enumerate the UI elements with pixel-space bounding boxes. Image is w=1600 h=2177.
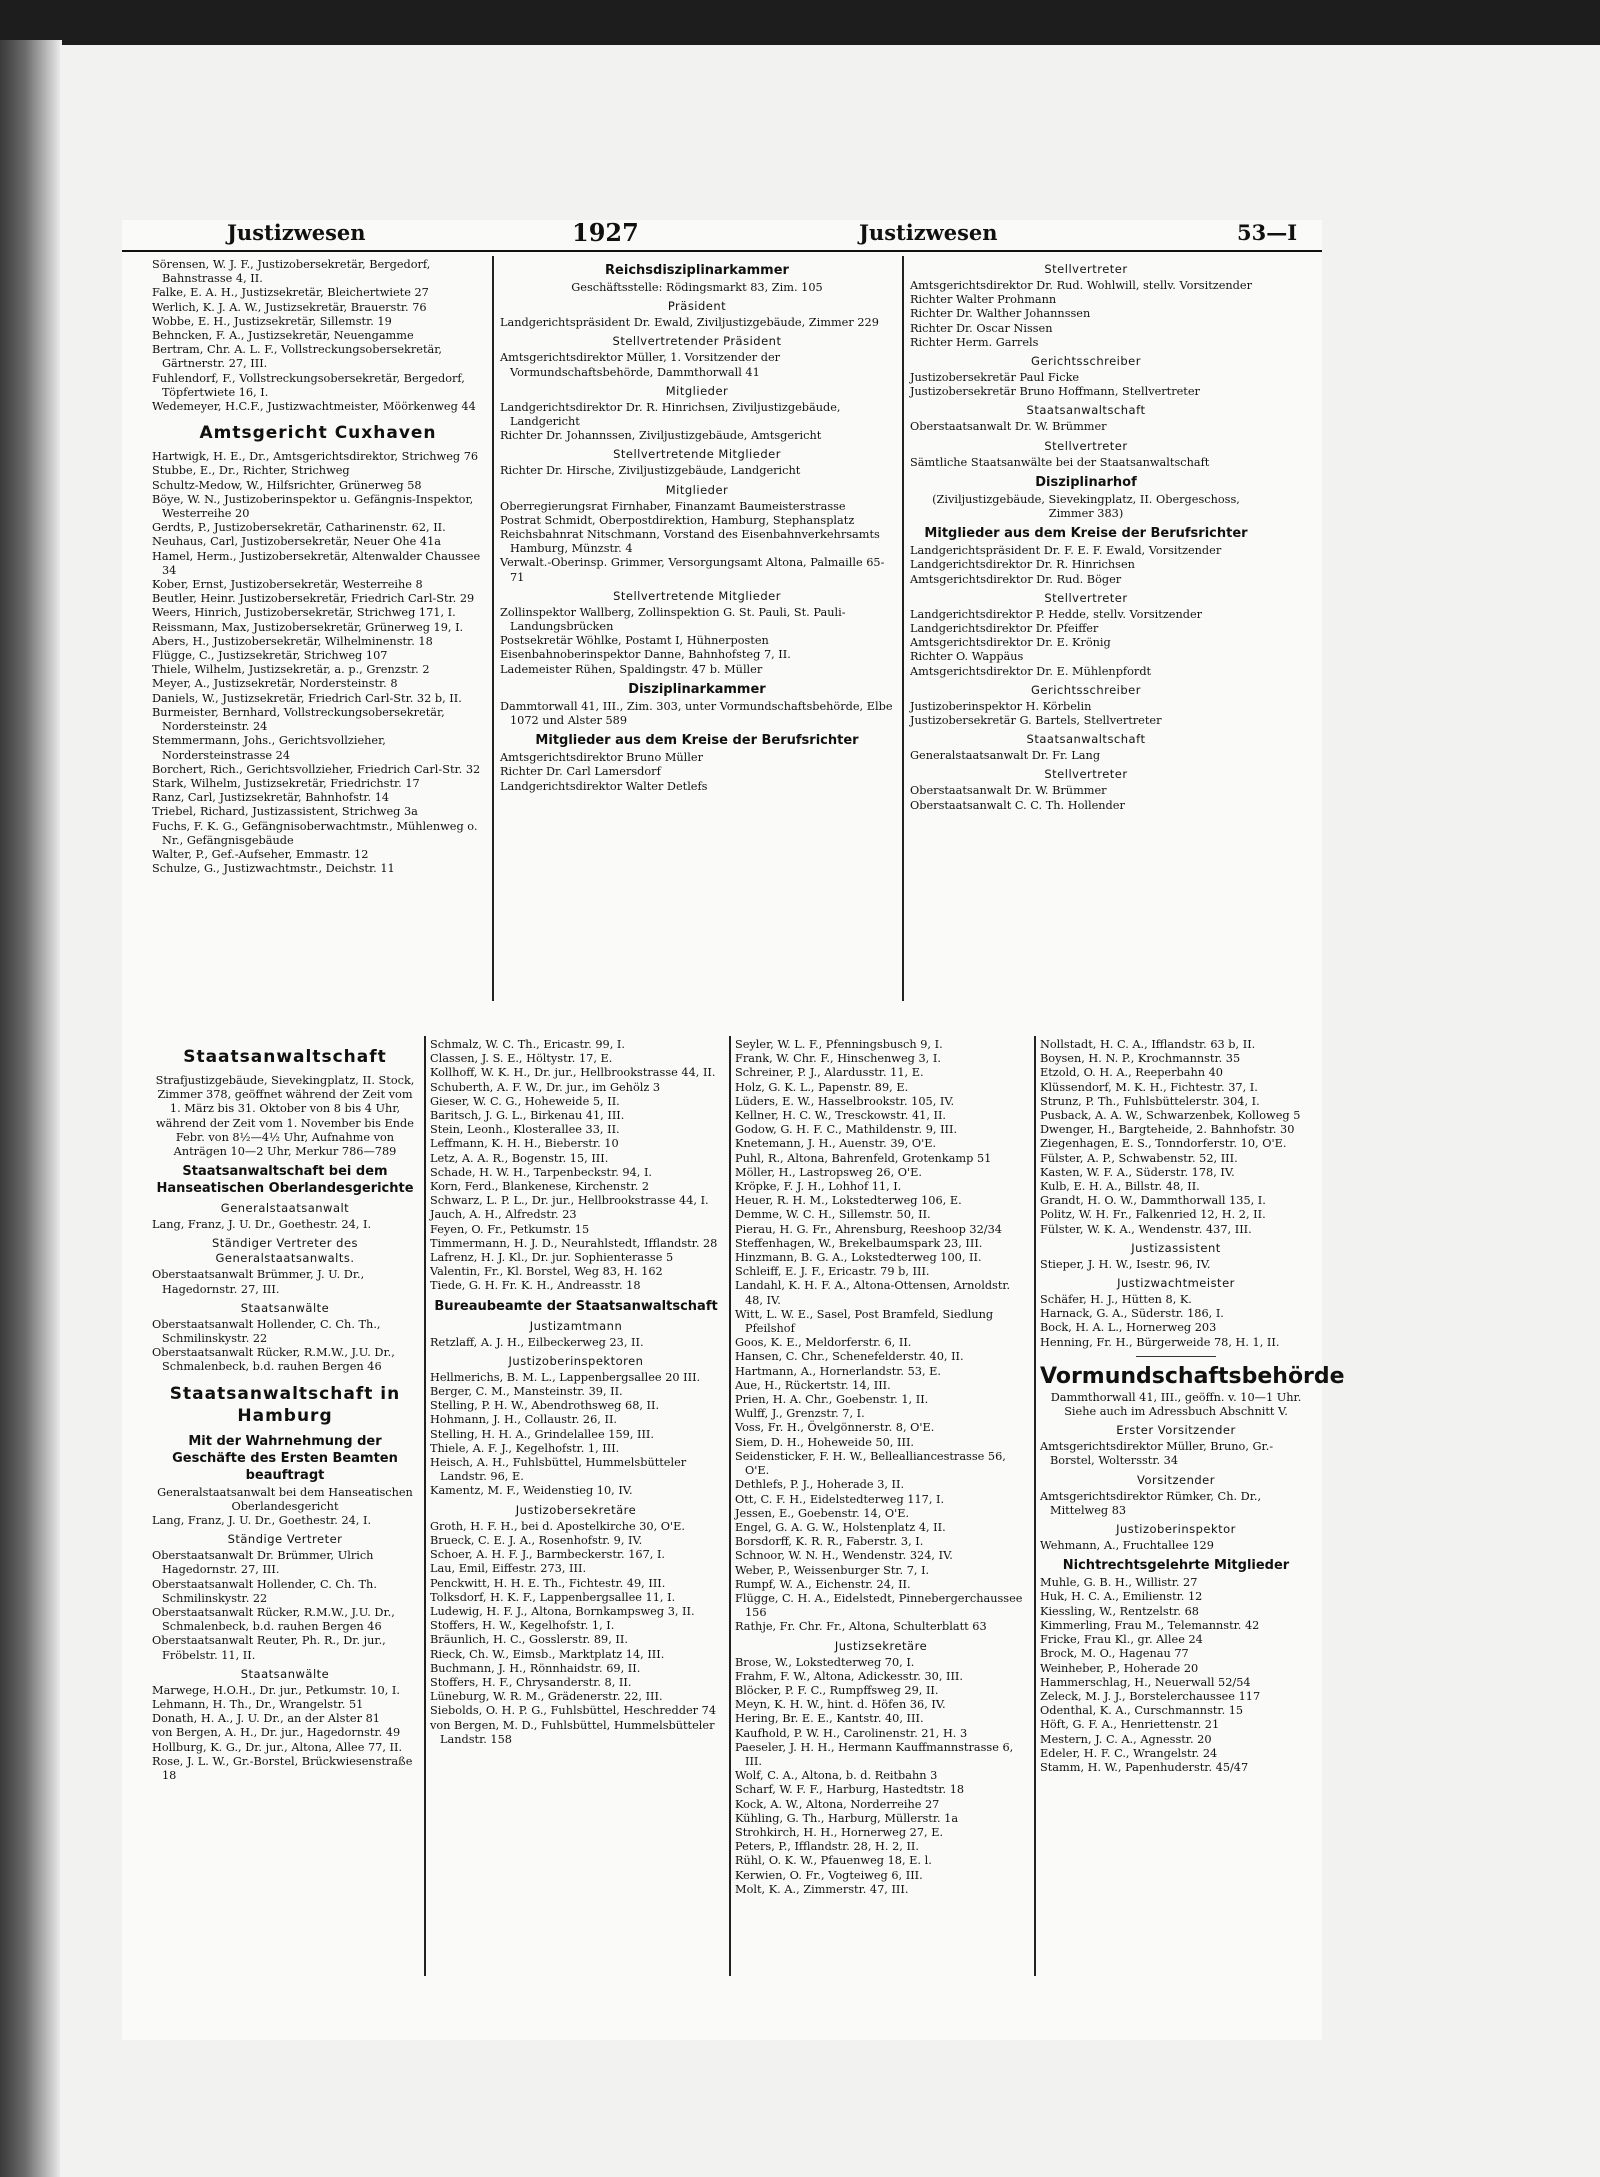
directory-entry: Stark, Wilhelm, Justizsekretär, Friedrichstr. 17 bbox=[152, 776, 420, 790]
directory-entry: Generalstaatsanwalt Dr. Fr. Lang bbox=[910, 749, 1101, 763]
directory-entry: Bertram, Chr. A. L. F., Vollstreckungsobersekretär, Gärtnerstr. 27, III. bbox=[152, 343, 442, 371]
directory-entry: Borchert, Rich., Gerichtsvollzieher, Friedrich Carl-Str. 32 bbox=[152, 762, 481, 776]
group-heading: Staatsanwälte bbox=[240, 1666, 330, 1681]
column-divider bbox=[729, 1036, 731, 1976]
directory-entry: Oberstaatsanwalt Reuter, Ph. R., Dr. jur., Fröbelstr. 11, II. bbox=[152, 1634, 386, 1662]
directory-entry: Kühling, G. Th., Harburg, Müllerstr. 1a bbox=[735, 1811, 959, 1825]
directory-entry: Abers, H., Justizobersekretär, Wilhelminenstr. 18 bbox=[152, 634, 433, 648]
directory-entry: Wobbe, E. H., Justizsekretär, Sillemstr. 19 bbox=[152, 314, 392, 328]
subsection-heading: Bureaubeamte der Staatsanwaltschaft bbox=[434, 1298, 718, 1314]
directory-entry: Ranz, Carl, Justizsekretär, Bahnhofstr. 14 bbox=[152, 791, 390, 805]
directory-entry: Buchmann, J. H., Rönnhaidstr. 69, II. bbox=[430, 1661, 641, 1675]
directory-entry: Schnoor, W. N. H., Wendenstr. 324, IV. bbox=[735, 1549, 953, 1563]
directory-entry: Richter Herm. Garrels bbox=[910, 335, 1039, 349]
bottom-column-2 bbox=[430, 1038, 722, 1747]
directory-entry: Jauch, A. H., Alfredstr. 23 bbox=[430, 1208, 577, 1222]
directory-entry: Stemmermann, Johs., Gerichtsvollzieher, Nordersteinstrasse 24 bbox=[152, 734, 386, 762]
section-heading: Staatsanwaltschaft bbox=[183, 1047, 387, 1067]
directory-entry: Daniels, W., Justizsekretär, Friedrich Carl-Str. 32 b, II. bbox=[152, 691, 462, 705]
group-heading: Justizamtmann bbox=[529, 1318, 623, 1333]
section-heading: Vormundschaftsbehörde bbox=[1040, 1363, 1345, 1389]
section-note: (Ziviljustizgebäude, Sievekingplatz, II. Obergeschoss, Zimmer 383) bbox=[932, 492, 1240, 521]
directory-entry: Lang, Franz, J. U. Dr., Goethestr. 24, I. bbox=[152, 1218, 372, 1232]
directory-entry: Hartwigk, H. E., Dr., Amtsgerichtsdirektor, Strichweg 76 bbox=[152, 450, 479, 464]
directory-entry: Engel, G. A. G. W., Holstenplatz 4, II. bbox=[735, 1520, 946, 1534]
directory-entry: Letz, A. A. R., Bogenstr. 15, III. bbox=[430, 1151, 609, 1165]
directory-entry: Triebel, Richard, Justizassistent, Strichweg 3a bbox=[152, 805, 418, 819]
group-heading: Staatsanwälte bbox=[240, 1300, 330, 1315]
top-column-3 bbox=[910, 258, 1262, 813]
directory-entry: Nollstadt, H. C. A., Ifflandstr. 63 b, II. bbox=[1040, 1038, 1256, 1051]
directory-entry: Timmermann, H. J. D., Neurahlstedt, Ifflandstr. 28 bbox=[430, 1236, 718, 1250]
directory-entry: Amtsgerichtsdirektor Bruno Müller bbox=[500, 751, 703, 765]
directory-entry: Blöcker, P. F. C., Rumpffsweg 29, II. bbox=[735, 1683, 939, 1697]
directory-entry: Boysen, H. N. P., Krochmannstr. 35 bbox=[1040, 1052, 1241, 1066]
column-divider bbox=[902, 256, 904, 1001]
directory-entry: Richter Dr. Carl Lamersdorf bbox=[500, 765, 661, 779]
section-note: Strafjustizgebäude, Sievekingplatz, II. Stock, Zimmer 378, geöffnet während der Zeit vom 1. März bis 31. Oktober von 8 bis 4 Uhr, während der Zeit vom 1. November bis Ende Febr. von 8½—4½ Uhr, Aufnahme von Anträgen 10—2 Uhr, Merkur 786—789 bbox=[155, 1074, 415, 1159]
directory-entry: Puhl, R., Altona, Bahrenfeld, Grotenkamp 51 bbox=[735, 1151, 992, 1165]
directory-entry: Stein, Leonh., Klosterallee 33, II. bbox=[430, 1123, 620, 1137]
directory-entry: Eisenbahnoberinspektor Danne, Bahnhofsteg 7, II. bbox=[500, 648, 791, 662]
group-heading: Justizwachtmeister bbox=[1117, 1276, 1235, 1291]
directory-entry: Hamel, Herm., Justizobersekretär, Altenwalder Chaussee 34 bbox=[152, 549, 481, 577]
subsection-heading: Mitglieder aus dem Kreise der Berufsrichter bbox=[535, 733, 859, 749]
directory-entry: Frank, W. Chr. F., Hinschenweg 3, I. bbox=[735, 1052, 941, 1066]
directory-entry: Oberstaatsanwalt Hollender, C. Ch. Th. Schmilinskystr. 22 bbox=[152, 1577, 377, 1605]
column-divider bbox=[492, 256, 494, 1001]
directory-entry: Thiele, Wilhelm, Justizsekretär, a. p., Grenzstr. 2 bbox=[152, 663, 430, 677]
section-note: Geschäftsstelle: Rödingsmarkt 83, Zim. 105 bbox=[571, 281, 823, 294]
directory-entry: Weers, Hinrich, Justizobersekretär, Strichweg 171, I. bbox=[152, 606, 456, 620]
directory-entry: Heuer, R. H. M., Lokstedterweg 106, E. bbox=[735, 1194, 962, 1208]
directory-entry: Justizobersekretär Paul Ficke bbox=[910, 371, 1080, 385]
directory-entry: Landgerichtsdirektor Dr. R. Hinrichsen bbox=[910, 558, 1135, 572]
directory-entry: Jessen, E., Goebenstr. 14, O'E. bbox=[735, 1506, 910, 1520]
bottom-column-4 bbox=[1040, 1038, 1345, 1775]
directory-entry: Politz, W. H. Fr., Falkenried 12, H. 2, II. bbox=[1040, 1208, 1266, 1222]
directory-entry: Fülster, A. P., Schwabenstr. 52, III. bbox=[1040, 1151, 1238, 1165]
directory-entry: Kober, Ernst, Justizobersekretär, Westerreihe 8 bbox=[152, 578, 423, 592]
group-heading: Stellvertreter bbox=[1044, 262, 1128, 276]
header-year: 1927 bbox=[572, 218, 639, 247]
directory-entry: Amtsgerichtsdirektor Müller, Bruno, Gr.-Borstel, Woltersstr. 34 bbox=[1040, 1440, 1274, 1468]
directory-entry: Stubbe, E., Dr., Richter, Strichweg bbox=[152, 464, 350, 478]
directory-entry: Zeleck, M. J. J., Borstelerchaussee 117 bbox=[1040, 1689, 1261, 1703]
directory-entry: Schwarz, L. P. L., Dr. jur., Hellbrookstrasse 44, I. bbox=[430, 1194, 709, 1208]
group-heading: Vorsitzender bbox=[1137, 1472, 1215, 1487]
group-heading: Stellvertretende Mitglieder bbox=[613, 588, 781, 603]
section-note: Dammthorwall 41, III., geöffn. v. 10—1 Uhr. bbox=[1050, 1390, 1302, 1404]
directory-entry: Gerdts, P., Justizobersekretär, Catharinenstr. 62, II. bbox=[152, 521, 446, 535]
scan-edge bbox=[0, 40, 62, 2177]
directory-entry: Richter Dr. Oscar Nissen bbox=[910, 321, 1053, 335]
directory-entry: Hellmerichs, B. M. L., Lappenbergsallee 20 III. bbox=[430, 1370, 701, 1384]
directory-entry: Oberstaatsanwalt Dr. Brümmer, Ulrich Hagedornstr. 27, III. bbox=[152, 1549, 374, 1577]
directory-entry: Berger, C. M., Mansteinstr. 39, II. bbox=[430, 1385, 623, 1399]
scanned-page bbox=[60, 45, 1600, 2177]
directory-entry: Brose, W., Lokstedterweg 70, I. bbox=[735, 1655, 915, 1669]
directory-entry: Seidensticker, F. H. W., Bellealliancestrasse 56, O'E. bbox=[735, 1449, 1006, 1478]
directory-entry: Stelling, H. H. A., Grindelallee 159, III. bbox=[430, 1427, 654, 1441]
directory-entry: Justizobersekretär Bruno Hoffmann, Stellvertreter bbox=[910, 385, 1200, 399]
header-left: Justizwesen bbox=[227, 220, 366, 245]
subsection-heading: Nichtrechtsgelehrte Mitglieder bbox=[1062, 1558, 1290, 1574]
directory-entry: Stoffers, H. F., Chrysanderstr. 8, II. bbox=[430, 1675, 632, 1689]
directory-entry: Ott, C. F. H., Eidelstedterweg 117, I. bbox=[735, 1492, 945, 1506]
group-heading: Justizsekretäre bbox=[834, 1638, 928, 1653]
group-heading: Stellvertreter bbox=[1044, 767, 1128, 782]
directory-entry: Reichsbahnrat Nitschmann, Vorstand des Eisenbahnverkehrsamts Hamburg, Münzstr. 4 bbox=[500, 528, 880, 556]
directory-entry: Hering, Br. E. E., Kantstr. 40, III. bbox=[735, 1712, 924, 1726]
directory-entry: Amtsgerichtsdirektor Rümker, Ch. Dr., Mittelweg 83 bbox=[1040, 1489, 1262, 1517]
directory-entry: Schreiner, P. J., Alardusstr. 11, E. bbox=[735, 1066, 924, 1080]
group-heading: Gerichtsschreiber bbox=[1031, 682, 1141, 697]
directory-entry: Landgerichtspräsident Dr. Ewald, Ziviljustizgebäude, Zimmer 229 bbox=[500, 316, 879, 330]
directory-entry: Kröpke, F. J. H., Lohhof 11, I. bbox=[735, 1180, 902, 1194]
group-heading: Präsident bbox=[667, 299, 727, 314]
directory-entry: Fricke, Frau Kl., gr. Allee 24 bbox=[1040, 1633, 1203, 1647]
directory-entry: Amtsgerichtsdirektor Müller, 1. Vorsitzender der Vormundschaftsbehörde, Dammthorwall 41 bbox=[500, 351, 781, 379]
top-column-2 bbox=[500, 258, 894, 794]
directory-entry: Rathje, Fr. Chr. Fr., Altona, Schulterblatt 63 bbox=[735, 1620, 987, 1634]
directory-entry: Steffenhagen, W., Brekelbaumspark 23, III. bbox=[735, 1236, 983, 1250]
directory-entry: Oberstaatsanwalt Dr. W. Brümmer bbox=[910, 420, 1107, 434]
directory-entry: Neuhaus, Carl, Justizobersekretär, Neuer Ohe 41a bbox=[152, 535, 441, 549]
directory-entry: Muhle, G. B. H., Willistr. 27 bbox=[1040, 1576, 1198, 1590]
directory-entry: Voss, Fr. H., Övelgönnerstr. 8, O'E. bbox=[735, 1421, 935, 1435]
directory-entry: Feyen, O. Fr., Petkumstr. 15 bbox=[430, 1222, 590, 1236]
directory-entry: Stelling, P. H. W., Abendrothsweg 68, II. bbox=[430, 1399, 660, 1413]
directory-entry: Lang, Franz, J. U. Dr., Goethestr. 24, I. bbox=[152, 1514, 372, 1528]
directory-entry: Tolksdorf, H. K. F., Lappenbergsallee 11, I. bbox=[430, 1590, 676, 1604]
directory-entry: Dammtorwall 41, III., Zim. 303, unter Vormundschaftsbehörde, Elbe 1072 und Alster 589 bbox=[500, 699, 893, 728]
directory-entry: Harnack, G. A., Süderstr. 186, I. bbox=[1040, 1307, 1224, 1321]
directory-entry: Henning, Fr. H., Bürgerweide 78, H. 1, II. bbox=[1040, 1335, 1280, 1349]
directory-entry: Böye, W. N., Justizoberinspektor u. Gefängnis-Inspektor, Westerreihe 20 bbox=[152, 492, 474, 521]
directory-entry: Walter, P., Gef.-Aufseher, Emmastr. 12 bbox=[152, 847, 369, 861]
directory-entry: Verwalt.-Oberinsp. Grimmer, Versorgungsamt Altona, Palmaille 65-71 bbox=[500, 556, 885, 584]
directory-entry: Seyler, W. L. F., Pfenningsbusch 9, I. bbox=[735, 1038, 943, 1051]
directory-entry: Lehmann, H. Th., Dr., Wrangelstr. 51 bbox=[152, 1698, 364, 1712]
directory-entry: Bräunlich, H. C., Gosslerstr. 89, II. bbox=[430, 1633, 628, 1647]
directory-entry: Schuberth, A. F. W., Dr. jur., im Gehölz 3 bbox=[430, 1080, 661, 1094]
directory-entry: Lau, Emil, Eiffestr. 273, III. bbox=[430, 1562, 587, 1576]
directory-entry: Thiele, A. F. J., Kegelhofstr. 1, III. bbox=[430, 1441, 620, 1455]
header-page-number: 53—I bbox=[1237, 220, 1298, 245]
directory-entry: Amtsgerichtsdirektor Dr. Rud. Wohlwill, stellv. Vorsitzender bbox=[910, 279, 1252, 292]
section-note: Generalstaatsanwalt bei dem Hanseatischen Oberlandesgericht bbox=[157, 1485, 413, 1513]
directory-entry: Hansen, C. Chr., Schenefelderstr. 40, II. bbox=[735, 1350, 964, 1364]
directory-entry: Weber, P., Weissenburger Str. 7, I. bbox=[735, 1563, 930, 1577]
directory-entry: Strohkirch, H. H., Hornerweg 27, E. bbox=[735, 1825, 944, 1839]
directory-entry: Holz, G. K. L., Papenstr. 89, E. bbox=[735, 1080, 909, 1094]
section-heading: Amtsgericht Cuxhaven bbox=[199, 423, 437, 444]
directory-entry: Kerwien, O. Fr., Vogteiweg 6, III. bbox=[735, 1868, 923, 1882]
group-heading: Stellvertreter bbox=[1044, 590, 1128, 605]
directory-entry: Wedemeyer, H.C.F., Justizwachtmeister, Möörkenweg 44 bbox=[152, 400, 476, 414]
directory-entry: Lademeister Rühen, Spaldingstr. 47 b. Müller bbox=[500, 662, 763, 676]
directory-entry: Oberstaatsanwalt Brümmer, J. U. Dr., Hagedornstr. 27, III. bbox=[152, 1268, 365, 1296]
directory-entry: Hammerschlag, H., Neuerwall 52/54 bbox=[1040, 1675, 1251, 1689]
directory-entry: Dethlefs, P. J., Hoherade 3, II. bbox=[735, 1478, 905, 1492]
directory-entry: Fuchs, F. K. G., Gefängnisoberwachtmstr., Mühlenweg o. Nr., Gefängnisgebäude bbox=[152, 819, 478, 847]
directory-entry: Kock, A. W., Altona, Norderreihe 27 bbox=[735, 1797, 940, 1811]
directory-entry: Huk, H. C. A., Emilienstr. 12 bbox=[1040, 1590, 1203, 1604]
directory-entry: Bock, H. A. L., Hornerweg 203 bbox=[1040, 1321, 1217, 1335]
directory-entry: Schäfer, H. J., Hütten 8, K. bbox=[1040, 1293, 1192, 1307]
directory-entry: Kollhoff, W. K. H., Dr. jur., Hellbrookstrasse 44, II. bbox=[430, 1066, 716, 1080]
directory-entry: Ziegenhagen, E. S., Tonndorferstr. 10, O'E. bbox=[1040, 1137, 1287, 1151]
subsection-heading: Mit der Wahrnehmung der Geschäfte des Ersten Beamten beauftragt bbox=[172, 1433, 398, 1483]
group-heading: Stellvertretende Mitglieder bbox=[613, 447, 781, 462]
directory-entry: Justizobersekretär G. Bartels, Stellvertreter bbox=[910, 714, 1162, 728]
directory-entry: Flügge, C. H. A., Eidelstedt, Pinnebergerchaussee 156 bbox=[735, 1591, 1023, 1620]
directory-entry: Lüders, E. W., Hasselbrookstr. 105, IV. bbox=[735, 1094, 955, 1108]
directory-entry: Scharf, W. F. F., Harburg, Hastedtstr. 18 bbox=[735, 1783, 965, 1797]
directory-entry: Hohmann, J. H., Collaustr. 26, II. bbox=[430, 1413, 617, 1427]
subsection-heading: Disziplinarhof bbox=[1035, 474, 1137, 490]
directory-entry: Höft, G. F. A., Henriettenstr. 21 bbox=[1040, 1718, 1220, 1732]
header-right: Justizwesen bbox=[859, 220, 998, 245]
directory-entry: Oberstaatsanwalt Hollender, C. Ch. Th., Schmilinskystr. 22 bbox=[152, 1317, 381, 1346]
directory-entry: Donath, H. A., J. U. Dr., an der Alster 81 bbox=[152, 1712, 380, 1726]
directory-entry: Kulb, E. H. A., Billstr. 48, II. bbox=[1040, 1180, 1200, 1194]
directory-entry: Groth, H. F. H., bei d. Apostelkirche 30, O'E. bbox=[430, 1519, 686, 1533]
group-heading: Staatsanwaltschaft bbox=[1026, 732, 1146, 747]
directory-entry: Hinzmann, B. G. A., Lokstedterweg 100, II. bbox=[735, 1251, 982, 1265]
directory-entry: Godow, G. H. F. C., Mathildenstr. 9, III. bbox=[735, 1123, 958, 1137]
directory-entry: Schade, H. W. H., Tarpenbeckstr. 94, I. bbox=[430, 1165, 653, 1179]
directory-entry: Mestern, J. C. A., Agnesstr. 20 bbox=[1040, 1732, 1212, 1746]
directory-entry: Oberstaatsanwalt Dr. W. Brümmer bbox=[910, 784, 1107, 798]
directory-entry: Tiede, G. H. Fr. K. H., Andreasstr. 18 bbox=[430, 1279, 641, 1293]
subsection-heading: Mitglieder aus dem Kreise der Berufsrichter bbox=[924, 526, 1248, 542]
directory-entry: Lafrenz, H. J. Kl., Dr. jur. Sophienterasse 5 bbox=[430, 1251, 674, 1265]
directory-entry: Landgerichtspräsident Dr. F. E. F. Ewald, Vorsitzender bbox=[910, 544, 1222, 558]
directory-entry: Kaufhold, P. W. H., Carolinenstr. 21, H. 3 bbox=[735, 1726, 968, 1740]
directory-entry: Lüneburg, W. R. M., Grädenerstr. 22, III. bbox=[430, 1690, 663, 1704]
directory-entry: Meyn, K. H. W., hint. d. Höfen 36, IV. bbox=[735, 1698, 946, 1712]
group-heading: Mitglieder bbox=[665, 383, 729, 398]
group-heading: Justizoberinspektor bbox=[1116, 1522, 1236, 1537]
header-rule bbox=[122, 250, 1322, 252]
group-heading: Ständiger Vertreter des Generalstaatsanwalts. bbox=[211, 1236, 359, 1266]
directory-entry: Fuhlendorf, F., Vollstreckungsobersekretär, Bergedorf, Töpfertwiete 16, I. bbox=[152, 371, 465, 399]
directory-entry: Wehmann, A., Fruchtallee 129 bbox=[1040, 1539, 1214, 1553]
subsection-heading: Staatsanwaltschaft bei dem Hanseatischen Oberlandesgerichte bbox=[156, 1164, 414, 1197]
group-heading: Stellvertreter bbox=[1044, 438, 1128, 453]
directory-entry: Leffmann, K. H. H., Bieberstr. 10 bbox=[430, 1137, 619, 1151]
directory-entry: Landgerichtsdirektor P. Hedde, stellv. Vorsitzender bbox=[910, 607, 1203, 621]
directory-entry: Penckwitt, H. H. E. Th., Fichtestr. 49, III. bbox=[430, 1576, 666, 1590]
directory-entry: Wolf, C. A., Altona, b. d. Reitbahn 3 bbox=[735, 1769, 938, 1783]
directory-entry: Peters, P., Ifflandstr. 28, H. 2, II. bbox=[735, 1840, 919, 1854]
directory-entry: Behncken, F. A., Justizsekretär, Neuengamme bbox=[152, 329, 414, 343]
directory-entry: Rieck, Ch. W., Eimsb., Marktplatz 14, III. bbox=[430, 1647, 665, 1661]
directory-entry: Brueck, C. E. J. A., Rosenhofstr. 9, IV. bbox=[430, 1533, 643, 1547]
group-heading: Justizobersekretäre bbox=[515, 1502, 637, 1517]
directory-entry: Möller, H., Lastropsweg 26, O'E. bbox=[735, 1165, 922, 1179]
directory-entry: Etzold, O. H. A., Reeperbahn 40 bbox=[1040, 1066, 1223, 1080]
directory-entry: Richter Walter Prohmann bbox=[910, 293, 1057, 307]
directory-entry: Strunz, P. Th., Fuhlsbüttelerstr. 304, I. bbox=[1040, 1094, 1260, 1108]
directory-entry: Stoffers, H. W., Kegelhofstr. 1, I. bbox=[430, 1619, 615, 1633]
directory-entry: Valentin, Fr., Kl. Borstel, Weg 83, H. 162 bbox=[430, 1265, 663, 1279]
directory-entry: Borsdorff, K. R. R., Faberstr. 3, I. bbox=[735, 1535, 924, 1549]
directory-entry: Richter O. Wappäus bbox=[910, 650, 1024, 664]
directory-entry: Stamm, H. W., Papenhuderstr. 45/47 bbox=[1040, 1760, 1249, 1774]
directory-entry: Hartmann, A., Hornerlandstr. 53, E. bbox=[735, 1364, 941, 1378]
directory-entry: Brock, M. O., Hagenau 77 bbox=[1040, 1647, 1189, 1661]
directory-entry: Ludewig, H. F. J., Altona, Bornkampsweg 3, II. bbox=[430, 1604, 695, 1618]
group-heading: Justizassistent bbox=[1131, 1240, 1221, 1255]
directory-entry: Sörensen, W. J. F., Justizobersekretär, Bergedorf, Bahnstrasse 4, II. bbox=[152, 258, 431, 286]
directory-entry: Oberregierungsrat Firnhaber, Finanzamt Baumeisterstrasse bbox=[500, 499, 846, 513]
directory-entry: Rühl, O. K. W., Pfauenweg 18, E. l. bbox=[735, 1854, 932, 1868]
directory-entry: Rose, J. L. W., Gr.-Borstel, Brückwiesenstraße 18 bbox=[152, 1754, 413, 1783]
directory-entry: Justizoberinspektor H. Körbelin bbox=[910, 699, 1092, 713]
directory-entry: Kamentz, M. F., Weidenstieg 10, IV. bbox=[430, 1484, 633, 1498]
directory-entry: Oberstaatsanwalt Rücker, R.M.W., J.U. Dr., Schmalenbeck, b.d. rauhen Bergen 46 bbox=[152, 1606, 395, 1634]
directory-entry: Sämtliche Staatsanwälte bei der Staatsanwaltschaft bbox=[910, 455, 1210, 469]
directory-entry: Baritsch, J. G. L., Birkenau 41, III. bbox=[430, 1109, 625, 1123]
directory-entry: Rumpf, W. A., Eichenstr. 24, II. bbox=[735, 1577, 911, 1591]
directory-entry: Kiessling, W., Rentzelstr. 68 bbox=[1040, 1604, 1199, 1618]
directory-entry: Odenthal, K. A., Curschmannstr. 15 bbox=[1040, 1704, 1244, 1718]
directory-entry: Goos, K. E., Meldorferstr. 6, II. bbox=[735, 1336, 912, 1350]
directory-entry: Schmalz, W. C. Th., Ericastr. 99, I. bbox=[430, 1038, 625, 1051]
directory-entry: Gieser, W. C. G., Hoheweide 5, II. bbox=[430, 1094, 620, 1108]
subsection-heading: Reichsdisziplinarkammer bbox=[605, 263, 789, 278]
directory-entry: Prien, H. A. Chr., Goebenstr. 1, II. bbox=[735, 1393, 929, 1407]
directory-entry: Meyer, A., Justizsekretär, Nordersteinstr. 8 bbox=[152, 677, 398, 691]
directory-entry: Falke, E. A. H., Justizsekretär, Bleichertwiete 27 bbox=[152, 286, 429, 300]
directory-entry: Knetemann, J. H., Auenstr. 39, O'E. bbox=[735, 1137, 937, 1151]
directory-entry: Siebolds, O. H. P. G., Fuhlsbüttel, Heschredder 74 bbox=[430, 1704, 717, 1718]
directory-entry: Landgerichtsdirektor Walter Detlefs bbox=[500, 779, 708, 793]
directory-entry: Demme, W. C. H., Sillemstr. 50, II. bbox=[735, 1208, 931, 1222]
directory-entry: Witt, L. W. E., Sasel, Post Bramfeld, Siedlung Pfeilshof bbox=[735, 1307, 994, 1336]
directory-entry: Fülster, W. K. A., Wendenstr. 437, III. bbox=[1040, 1222, 1252, 1236]
directory-entry: Frahm, F. W., Altona, Adickesstr. 30, III. bbox=[735, 1669, 963, 1683]
directory-entry: Landgerichtsdirektor Dr. Pfeiffer bbox=[910, 622, 1099, 636]
group-heading: Erster Vorsitzender bbox=[1116, 1423, 1236, 1438]
directory-entry: Amtsgerichtsdirektor Dr. Rud. Böger bbox=[910, 572, 1122, 586]
section-note: Siehe auch im Adressbuch Abschnitt V. bbox=[1064, 1405, 1288, 1419]
bottom-column-1 bbox=[152, 1038, 418, 1783]
group-heading: Justizoberinspektoren bbox=[508, 1353, 644, 1368]
directory-entry: Siem, D. H., Hoheweide 50, III. bbox=[735, 1435, 915, 1449]
directory-entry: Richter Dr. Hirsche, Ziviljustizgebäude, Landgericht bbox=[500, 464, 801, 478]
directory-entry: Wulff, J., Grenzstr. 7, I. bbox=[735, 1407, 865, 1421]
directory-entry: Richter Dr. Johannssen, Ziviljustizgebäude, Amtsgericht bbox=[500, 429, 822, 443]
directory-entry: Kimmerling, Frau M., Telemannstr. 42 bbox=[1040, 1618, 1260, 1632]
directory-entry: von Bergen, M. D., Fuhlsbüttel, Hummelsbütteler Landstr. 158 bbox=[430, 1718, 715, 1746]
page-header bbox=[122, 220, 1322, 250]
directory-entry: Schoer, A. H. F. J., Barmbeckerstr. 167, I. bbox=[430, 1548, 666, 1562]
directory-entry: Pierau, H. G. Fr., Ahrensburg, Reeshoop 32/34 bbox=[735, 1222, 1002, 1236]
directory-entry: Richter Dr. Walther Johannssen bbox=[910, 307, 1091, 321]
directory-entry: Stieper, J. H. W., Isestr. 96, IV. bbox=[1040, 1257, 1211, 1271]
directory-entry: Edeler, H. F. C., Wrangelstr. 24 bbox=[1040, 1746, 1218, 1760]
directory-entry: Amtsgerichtsdirektor Dr. E. Mühlenpfordt bbox=[910, 664, 1152, 678]
group-heading: Stellvertretender Präsident bbox=[612, 334, 782, 349]
directory-entry: Paeseler, J. H. H., Hermann Kauffmannstrasse 6, III. bbox=[735, 1740, 1014, 1768]
group-heading: Gerichtsschreiber bbox=[1031, 354, 1141, 369]
directory-entry: Korn, Ferd., Blankenese, Kirchenstr. 2 bbox=[430, 1180, 650, 1194]
section-heading: Staatsanwaltschaft in Hamburg bbox=[169, 1383, 401, 1426]
directory-entry: Oberstaatsanwalt Rücker, R.M.W., J.U. Dr., Schmalenbeck, b.d. rauhen Bergen 46 bbox=[152, 1346, 395, 1374]
directory-entry: Kellner, H. C. W., Tresckowstr. 41, II. bbox=[735, 1109, 947, 1123]
directory-entry: Postsekretär Wöhlke, Postamt I, Hühnerposten bbox=[500, 634, 769, 648]
directory-entry: Schleiff, E. J. F., Ericastr. 79 b, III. bbox=[735, 1265, 930, 1279]
directory-entry: Marwege, H.O.H., Dr. jur., Petkumstr. 10, I. bbox=[152, 1683, 400, 1697]
directory-entry: Grandt, H. O. W., Dammthorwall 135, I. bbox=[1040, 1194, 1266, 1208]
directory-entry: Schulze, G., Justizwachtmstr., Deichstr. 11 bbox=[152, 862, 395, 876]
directory-entry: Retzlaff, A. J. H., Eilbeckerweg 23, II. bbox=[430, 1335, 644, 1349]
directory-entry: Reissmann, Max, Justizobersekretär, Grünerweg 19, I. bbox=[152, 620, 464, 634]
directory-entry: Landgerichtsdirektor Dr. R. Hinrichsen, Ziviljustizgebäude, Landgericht bbox=[500, 400, 841, 429]
subsection-heading: Disziplinarkammer bbox=[628, 681, 766, 697]
address-book-sheet bbox=[122, 218, 1345, 2040]
column-divider bbox=[424, 1036, 426, 1976]
divider bbox=[1136, 1356, 1216, 1357]
directory-entry: Oberstaatsanwalt C. C. Th. Hollender bbox=[910, 798, 1125, 812]
group-heading: Generalstaatsanwalt bbox=[220, 1201, 350, 1216]
group-heading: Ständige Vertreter bbox=[227, 1532, 343, 1547]
directory-entry: Dwenger, H., Bargteheide, 2. Bahnhofstr. 30 bbox=[1040, 1123, 1295, 1137]
directory-entry: Molt, K. A., Zimmerstr. 47, III. bbox=[735, 1882, 909, 1896]
group-heading: Staatsanwaltschaft bbox=[1026, 403, 1146, 418]
directory-entry: Landahl, K. H. F. A., Altona-Ottensen, Arnoldstr. 48, IV. bbox=[735, 1279, 1011, 1307]
directory-entry: Zollinspektor Wallberg, Zollinspektion G. St. Pauli, St. Pauli-Landungsbrücken bbox=[500, 605, 846, 634]
directory-entry: Hollburg, K. G., Dr. jur., Altona, Allee 77, II. bbox=[152, 1740, 403, 1754]
top-column-1 bbox=[152, 258, 484, 876]
column-divider bbox=[1034, 1036, 1036, 1976]
directory-entry: Heisch, A. H., Fuhlsbüttel, Hummelsbütteler Landstr. 96, E. bbox=[430, 1456, 687, 1484]
directory-entry: Klüssendorf, M. K. H., Fichtestr. 37, I. bbox=[1040, 1080, 1258, 1094]
directory-entry: Kasten, W. F. A., Süderstr. 178, IV. bbox=[1040, 1165, 1235, 1179]
directory-entry: Beutler, Heinr. Justizobersekretär, Friedrich Carl-Str. 29 bbox=[152, 592, 475, 606]
directory-entry: Werlich, K. J. A. W., Justizsekretär, Brauerstr. 76 bbox=[152, 300, 427, 314]
directory-entry: Weinheber, P., Hoherade 20 bbox=[1040, 1661, 1199, 1675]
directory-entry: Classen, J. S. E., Höltystr. 17, E. bbox=[430, 1052, 613, 1066]
directory-entry: Amtsgerichtsdirektor Dr. E. Krönig bbox=[910, 636, 1111, 650]
directory-entry: von Bergen, A. H., Dr. jur., Hagedornstr. 49 bbox=[152, 1726, 401, 1740]
directory-entry: Pusback, A. A. W., Schwarzenbek, Kolloweg 5 bbox=[1040, 1109, 1301, 1123]
directory-entry: Flügge, C., Justizsekretär, Strichweg 107 bbox=[152, 649, 388, 663]
directory-entry: Postrat Schmidt, Oberpostdirektion, Hamburg, Stephansplatz bbox=[500, 513, 855, 527]
bottom-column-3 bbox=[735, 1038, 1027, 1897]
group-heading: Mitglieder bbox=[665, 482, 729, 497]
directory-entry: Schultz-Medow, W., Hilfsrichter, Grünerweg 58 bbox=[152, 478, 422, 492]
directory-entry: Burmeister, Bernhard, Vollstreckungsobersekretär, Nordersteinstr. 24 bbox=[152, 705, 445, 734]
directory-entry: Aue, H., Rückertstr. 14, III. bbox=[735, 1378, 891, 1392]
